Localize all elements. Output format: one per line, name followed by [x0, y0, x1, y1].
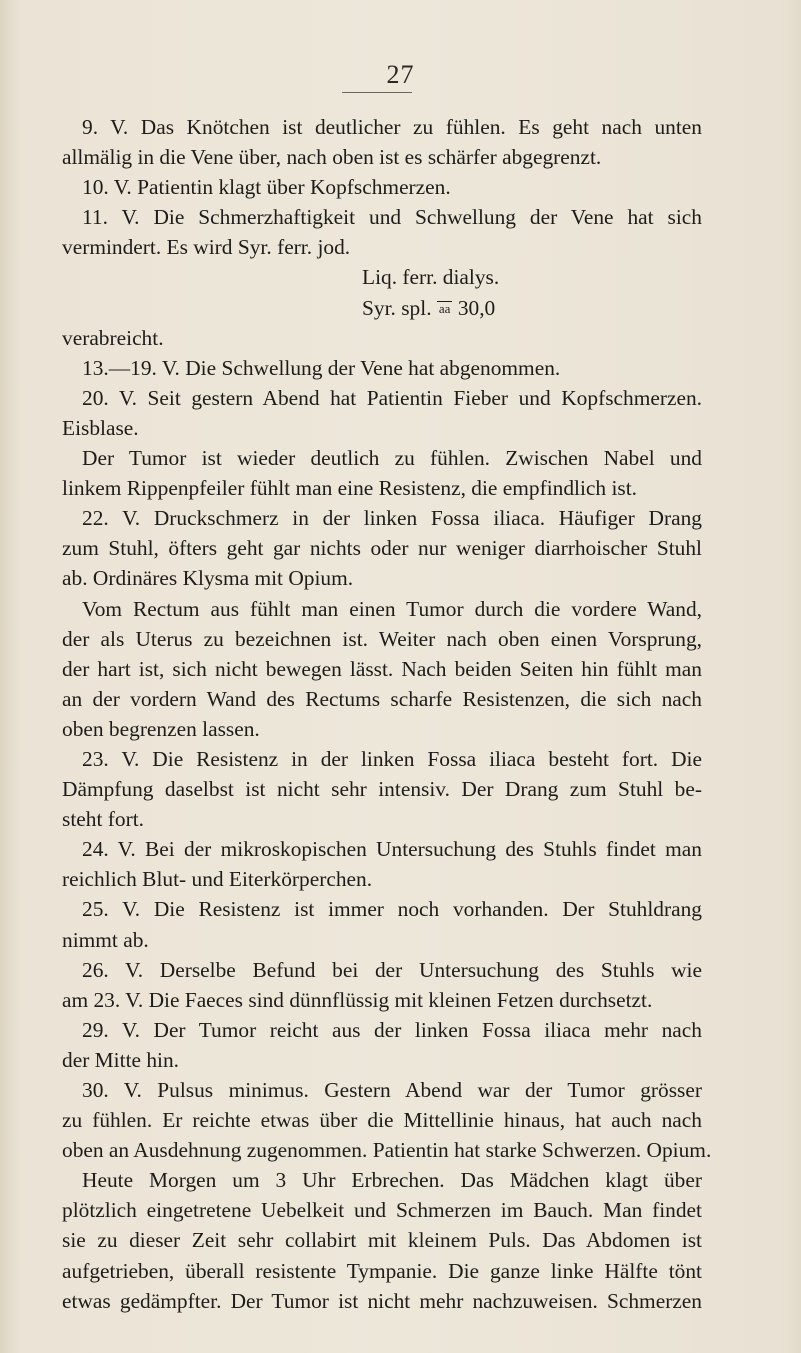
text-line: allmälig in die Vene über, nach oben ist es schärfer abgegrenzt. — [62, 145, 602, 170]
page-number: 27 — [386, 60, 415, 89]
text-line: 30. V. Pulsus minimus. Gestern Abend war der Tumor grösser — [82, 1078, 702, 1102]
text-line: aufgetrieben, überall resistente Tympanie. Die ganze linke Hälfte tönt — [62, 1258, 702, 1283]
text-line: der hart ist, sich nicht bewegen lässt. Nach beiden Seiten hin fühlt man — [62, 656, 702, 681]
text-line: sie zu dieser Zeit sehr collabirt mit kleinem Puls. Das Abdomen ist — [62, 1228, 702, 1253]
text-line: 23. V. Die Resistenz in der linken Fossa iliaca besteht fort. Die — [82, 746, 702, 771]
text-line: 10. V. Patientin klagt über Kopfschmerzen. — [82, 175, 451, 200]
text-line: Heute Morgen um 3 Uhr Erbrechen. Das Mädchen klagt über — [82, 1168, 702, 1193]
prescription-dose: 30,0 — [457, 295, 496, 320]
prescription-line — [62, 293, 702, 323]
text-line: zum Stuhl, öfters geht gar nichts oder nur weniger diarrhoischer Stuhl — [62, 536, 702, 561]
text-line: verabreicht. — [62, 325, 164, 350]
ana-mark: aa — [438, 300, 451, 316]
text-line: reichlich Blut- und Eiterkörperchen. — [62, 867, 373, 892]
text-line: 13.—19. V. Die Schwellung der Vene hat abgenommen. — [82, 355, 561, 380]
text-line: Der Tumor ist wieder deutlich zu fühlen. Zwischen Nabel und — [82, 446, 702, 471]
text-line: der Mitte hin. — [62, 1047, 180, 1072]
text-line: vermindert. Es wird Syr. ferr. jod. — [62, 235, 351, 260]
header-rule — [342, 92, 412, 93]
text-line: linkem Rippenpfeiler fühlt man eine Resistenz, die empfindlich ist. — [62, 476, 638, 501]
text-line: 9. V. Das Knötchen ist deutlicher zu fühlen. Es geht nach unten — [82, 115, 702, 139]
text-line: 22. V. Druckschmerz in der linken Fossa iliaca. Häufiger Drang — [82, 506, 702, 531]
text-line: an der vordern Wand des Rectums scharfe Resistenzen, die sich nach — [62, 686, 702, 711]
text-line: plötzlich eingetretene Uebelkeit und Schmerzen im Bauch. Man findet — [62, 1198, 702, 1223]
text-line: 24. V. Bei der mikroskopischen Untersuchung des Stuhls findet man — [82, 837, 702, 862]
text-line: ab. Ordinäres Klysma mit Opium. — [62, 566, 354, 591]
text-line: der als Uterus zu bezeichnen ist. Weiter nach oben einen Vorsprung, — [62, 626, 702, 651]
text-line: Liq. ferr. dialys. — [362, 265, 500, 290]
text-line: 29. V. Der Tumor reicht aus der linken Fossa iliaca mehr nach — [82, 1017, 702, 1042]
text-line: am 23. V. Die Faeces sind dünnflüssig mit kleinen Fetzen durchsetzt. — [62, 987, 653, 1012]
text-line: steht fort. — [62, 807, 144, 832]
text-line: Dämpfung daselbst ist nicht sehr intensiv. Der Drang zum Stuhl be- — [62, 777, 702, 802]
text-line: oben begrenzen lassen. — [62, 716, 260, 741]
text-line: 11. V. Die Schmerzhaftigkeit und Schwellung der Vene hat sich — [82, 205, 702, 230]
text-line: nimmt ab. — [62, 927, 149, 952]
text-line: etwas gedämpfter. Der Tumor ist nicht mehr nachzuweisen. Schmerzen — [62, 1288, 702, 1313]
text-line: 20. V. Seit gestern Abend hat Patientin Fieber und Kopfschmerzen. — [82, 385, 702, 410]
text-line: Vom Rectum aus fühlt man einen Tumor durch die vordere Wand, — [82, 596, 702, 621]
text-line: Eisblase. — [62, 415, 139, 440]
prescription-item: Syr. spl. — [362, 295, 432, 320]
text-line: oben an Ausdehnung zugenommen. Patientin hat starke Schwerzen. Opium. — [62, 1138, 712, 1163]
text-line: 26. V. Derselbe Befund bei der Untersuchung des Stuhls wie — [82, 957, 702, 982]
body-text — [62, 112, 712, 1316]
text-line: 25. V. Die Resistenz ist immer noch vorhanden. Der Stuhldrang — [82, 897, 702, 922]
text-line: zu fühlen. Er reichte etwas über die Mittellinie hinaus, hat auch nach — [62, 1108, 702, 1133]
